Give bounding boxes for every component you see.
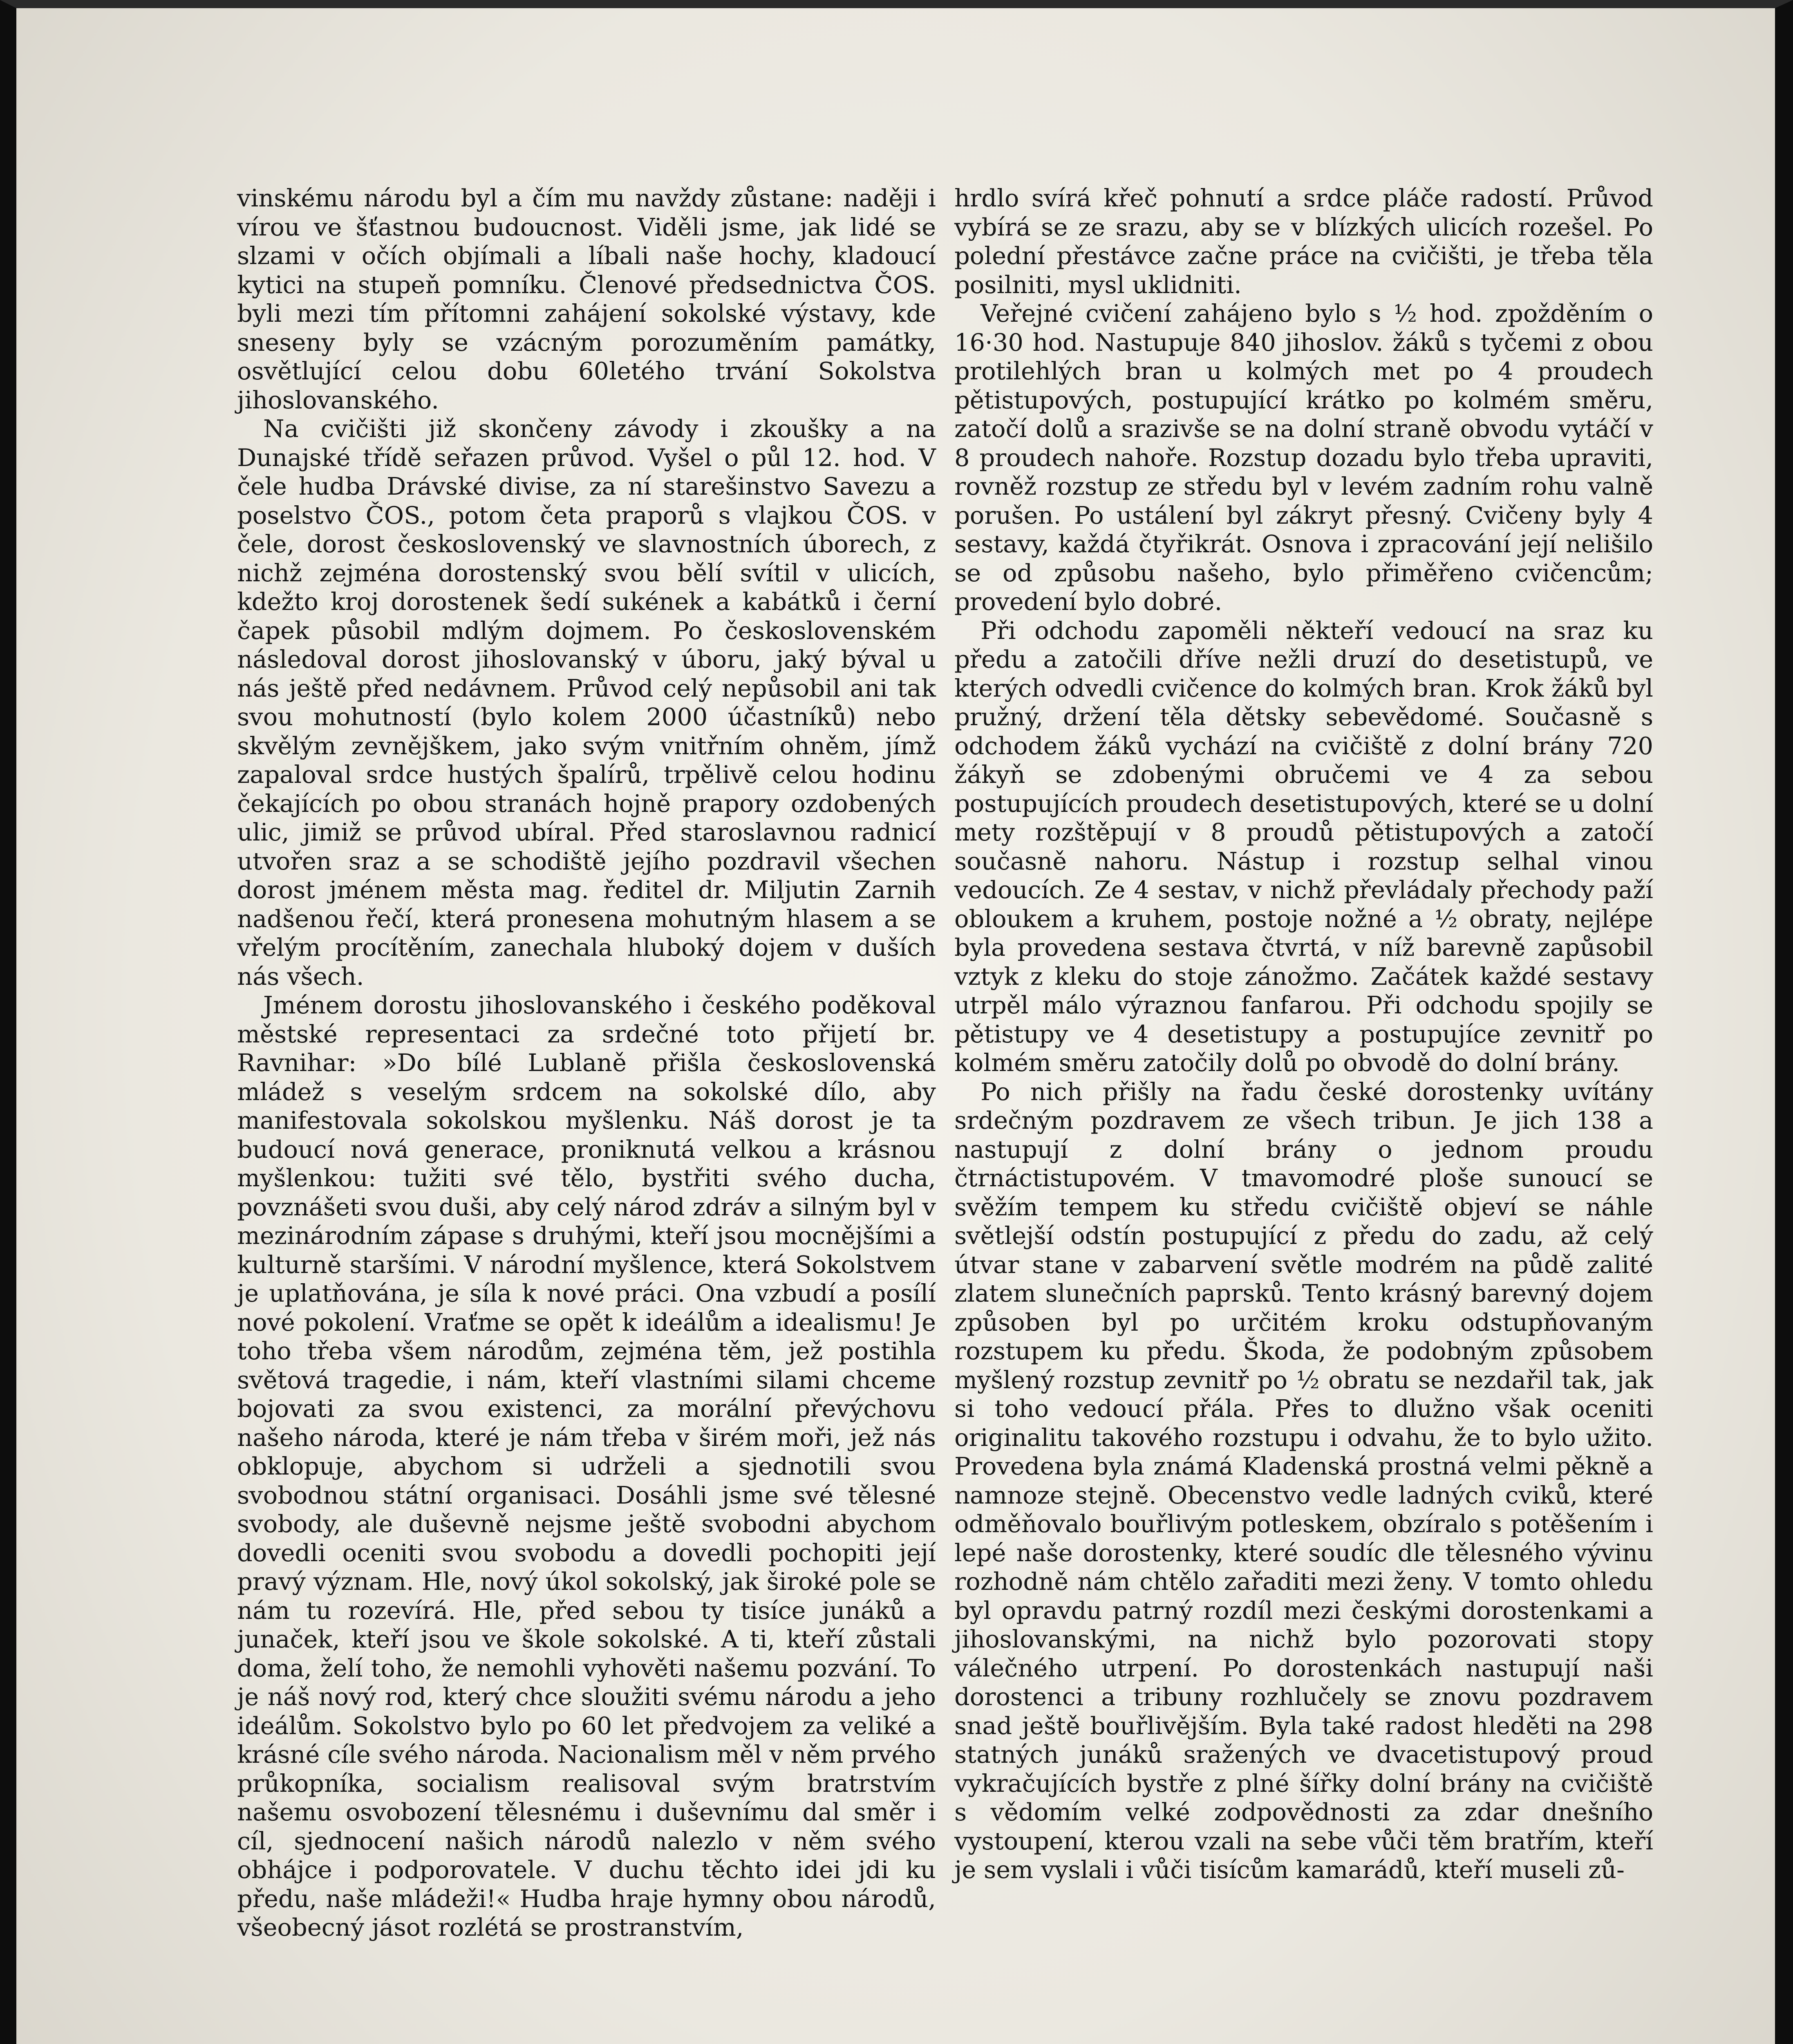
paragraph: Jménem dorostu jihoslovanského i českého poděkoval městské representaci za srdečné toto přijetí br. Ravnihar: »Do bílé Lublaně přišla československá mládež s veselým srdcem na sokolské dílo, aby manifestovala sokolskou myšlenku. Náš dorost je ta budoucí nová generace, proniknutá velkou a krásnou myšlenkou: tužiti své tělo, bystřiti svého ducha, povznášeti svou duši, aby celý národ zdráv a silným byl v mezinárodním zápase s druhými, kteří jsou mocnějšími a kulturně staršími. V národní myšlence, která Sokolstvem je uplatňována, je síla k nové práci. Ona vzbudí a posílí nové pokolení. Vraťme se opět k ideálům a idealismu! Je toho třeba všem národům, zejména těm, jež postihla světová tragedie, i nám, kteří vlastními silami chceme bojovati za svou existenci, za morální převýchovu našeho národa, které je nám třeba v širém moři, jež nás obklopuje, abychom si udrželi a sjednotili svou svobodnou státní organisaci. Dosáhli jsme své tělesné svobody, ale duševně nejsme ještě svobodni abychom dovedli oceniti svou svobodu a dovedli pochopiti její pravý význam. Hle, nový úkol sokolský, jak široké pole se nám tu rozevírá. Hle, před sebou ty tisíce junáků a junaček, kteří jsou ve škole sokolské. A ti, kteří zůstali doma, želí toho, že nemohli vyhověti našemu pozvání. To je náš nový rod, který chce sloužiti svému národu a jeho ideálům. Sokolstvo bylo po 60 let předvojem za veliké a krásné cíle svého národa. Nacionalism měl v něm prvého průkopníka, socialism realisoval svým bratrstvím našemu osvobození tělesnému i duševnímu dal směr i cíl, sjednocení našich národů nalezlo v něm svého obhájce i podporovatele. V duchu těchto idei jdi ku předu, naše mládeži!« Hudba hraje hymny obou národů, všeobecný jásot rozlétá se prostranstvím, bbox=[237, 991, 936, 1941]
paragraph: Po nich přišly na řadu české dorostenky uvítány srdečným pozdravem ze všech tribun. Je jich 138 a nastupují z dolní brány o jednom proudu čtrnáctistupovém. V tmavomodré ploše sunoucí se svěžím tempem ku středu cvičiště objeví se náhle světlejší odstín postupující z předu do zadu, až celý útvar stane v zabarvení světle modrém na půdě zalité zlatem slunečních paprsků. Tento krásný barevný dojem způsoben byl po určitém kroku odstupňovaným rozstupem ku předu. Škoda, že podobným způsobem myšlený rozstup zevnitř po ½ obratu se nezdařil tak, jak si toho vedoucí přála. Přes to dlužno však oceniti originalitu takového rozstupu i odvahu, že to bylo užito. Provedena byla známá Kladenská prostná velmi pěkně a namnoze stejně. Obecenstvo vedle ladných cviků, které odměňovalo bouřlivým potleskem, obzíralo s potěšením i lepé naše dorostenky, které soudíc dle tělesného vývinu rozhodně nám chtělo zařaditi mezi ženy. V tomto ohledu byl opravdu patrný rozdíl mezi českými dorostenkami a jihoslovanskými, na nichž bylo pozorovati stopy válečného utrpení. Po dorostenkách nastupují naši dorostenci a tribuny rozhlučely se znovu pozdravem snad ještě bouřlivějším. Byla také radost hleděti na 298 statných junáků sražených ve dvacetistupový proud vykračujících bystře z plné šířky dolní brány na cvičiště s vědomím velké zodpovědnosti za zdar dnešního vystoupení, kterou vzali na sebe vůči těm bratřím, kteří je sem vyslali i vůči tisícům kamarádů, kteří museli zů- bbox=[954, 1077, 1653, 1884]
right-text-column bbox=[954, 184, 1653, 1885]
paragraph: Při odchodu zapoměli někteří vedoucí na sraz ku předu a zatočili dříve nežli druzí do desetistupů, ve kterých odvedli cvičence do kolmých bran. Krok žáků byl pružný, držení těla dětsky sebevědomé. Současně s odchodem žáků vychází na cvičiště z dolní brány 720 žákyň se zdobenými obručemi ve 4 za sebou postupujících proudech desetistupových, které se u dolní mety rozštěpují v 8 proudů pětistupových a zatočí současně nahoru. Nástup i rozstup selhal vinou vedoucích. Ze 4 sestav, v nichž převládaly přechody paží obloukem a kruhem, postoje nožné a ½ obraty, nejlépe byla provedena sestava čtvrtá, v níž barevně zapůsobil vztyk z kleku do stoje zánožmo. Začátek každé sestavy utrpěl málo výraznou fanfarou. Při odchodu spojily se pětistupy ve 4 desetistupy a postupujíce zevnitř po kolmém směru zatočily dolů po obvodě do dolní brány. bbox=[954, 616, 1653, 1077]
paragraph: Na cvičišti již skončeny závody i zkoušky a na Dunajské třídě seřazen průvod. Vyšel o půl 12. hod. V čele hudba Drávské divise, za ní starešinstvo Savezu a poselstvo ČOS., potom četa praporů s vlajkou ČOS. v čele, dorost československý ve slavnostních úborech, z nichž zejména dorostenský svou bělí svítil v ulicích, kdežto kroj dorostenek šedí sukének a kabátků i černí čapek působil mdlým dojmem. Po československém následoval dorost jihoslovanský v úboru, jaký býval u nás ještě před nedávnem. Průvod celý nepůsobil ani tak svou mohutností (bylo kolem 2000 účastníků) nebo skvělým zevnějškem, jako svým vnitřním ohněm, jímž zapaloval srdce hustých špalírů, trpělivě celou hodinu čekajících po obou stranách hojně prapory ozdobených ulic, jimiž se průvod ubíral. Před staroslavnou radnicí utvořen sraz a se schodiště jejího pozdravil všechen dorost jménem města mag. ředitel dr. Miljutin Zarnih nadšenou řečí, která pronesena mohutným hlasem a se vřelým procítěním, zanechala hluboký dojem v duších nás všech. bbox=[237, 415, 936, 991]
left-text-column bbox=[237, 184, 936, 1942]
paragraph: vinskému národu byl a čím mu navždy zůstane: naději i vírou ve šťastnou budoucnost. Viděli jsme, jak lidé se slzami v očích objímali a líbali naše hochy, kladoucí kytici na stupeň pomníku. Členové předsednictva ČOS. byli mezi tím přítomni zahájení sokolské výstavy, kde sneseny byly se vzácným porozuměním památky, osvětlující celou dobu 60letého trvání Sokolstva jihoslovanského. bbox=[237, 184, 936, 414]
paragraph: Veřejné cvičení zahájeno bylo s ½ hod. zpožděním o 16·30 hod. Nastupuje 840 jihoslov. žáků s tyčemi z obou protilehlých bran u kolmých met po 4 proudech pětistupových, postupující krátko po kolmém směru, zatočí dolů a srazivše se na dolní straně obvodu vytáčí v 8 proudech nahoře. Rozstup dozadu bylo třeba upraviti, rovněž rozstup ze středu byl v levém zadním rohu valně porušen. Po ustálení byl zákryt přesný. Cvičeny byly 4 sestavy, každá čtyřikrát. Osnova i zpracování její nelišilo se od způsobu našeho, bylo přiměřeno cvičencům; provedení bylo dobré. bbox=[954, 299, 1653, 616]
paragraph: hrdlo svírá křeč pohnutí a srdce pláče radostí. Průvod vybírá se ze srazu, aby se v blízkých ulicích rozešel. Po polední přestávce začne práce na cvičišti, je třeba těla posilniti, mysl uklidniti. bbox=[954, 184, 1653, 299]
